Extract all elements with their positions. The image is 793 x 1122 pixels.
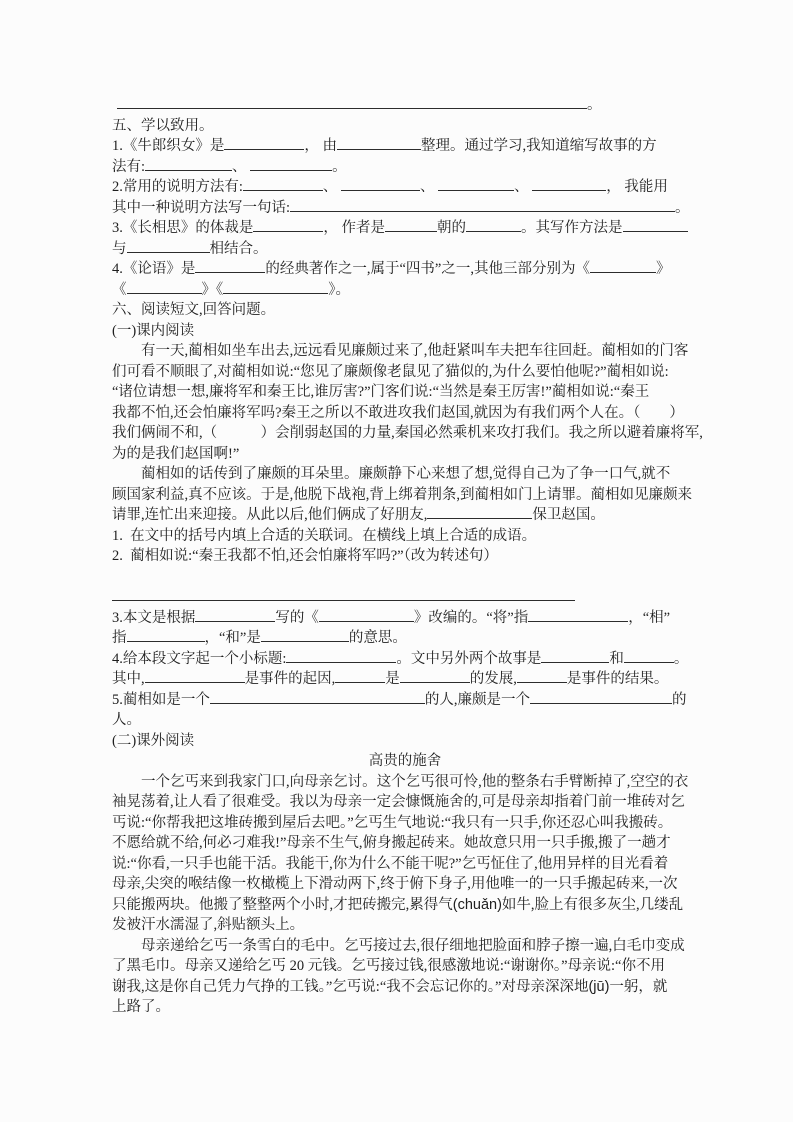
answer-blank: [127, 239, 210, 253]
answer-blank: [623, 218, 688, 232]
text-run: 说:“你看,一只手也能干活。我能干,你为什么不能干呢?”乞丐怔住了,他用异样的目光看着: [112, 855, 669, 872]
text-run: (一)课内阅读: [112, 322, 195, 339]
answer-blank: [335, 669, 385, 683]
part-2-heading: [112, 731, 698, 752]
answer-blank: [127, 280, 202, 294]
text-run: 我都不怕,还会怕廉将军吗?秦王之所以不敢进攻我们赵国,就因为有我们两个人在。（ ）: [112, 404, 684, 421]
passage-1-line-4: [112, 403, 698, 424]
text-run: 了黑毛巾。母亲又递给乞丐 20 元钱。乞丐接过钱,很感激地说:“谢谢你。”母亲说:“你不用: [112, 958, 665, 974]
reading1-q1: [112, 526, 698, 547]
reading1-q3-line-1: [112, 608, 698, 629]
text-run: 一个乞丐来到我家门口,向母亲乞讨。这个乞丐很可怜,他的整条右手臂断掉了,空空的衣: [112, 773, 689, 790]
text-run: 相结合。: [209, 240, 268, 257]
pinyin-annotation: (jū): [588, 978, 610, 995]
text-run: 母亲,尖突的喉结像一枚橄榄上下滑动两下,终于俯下身子,用他唯一的一只手搬起砖来,一次: [112, 876, 678, 892]
text-run: 《: [112, 281, 127, 298]
q1-line-2: [112, 157, 698, 178]
q4-line-1: [112, 259, 698, 280]
text-run: 。文中另外两个故事是: [396, 650, 542, 667]
text-run: 蔺相如的话传到了廉颇的耳朵里。廉颇静下心来想了想,觉得自己为了争一口气,就不: [112, 466, 671, 482]
passage-1-line-7: [112, 464, 698, 485]
answer-blank: [145, 157, 232, 171]
text-run: 5.蔺相如是一个: [112, 691, 210, 708]
text-run: 、: [322, 179, 342, 195]
text-run: 的: [672, 691, 687, 708]
passage-2-line-5: [112, 854, 698, 875]
text-run: 的经典著作之一,属于“四书”之一,其他三部分别为《: [265, 261, 590, 277]
answer-blank: [532, 177, 606, 191]
passage-2-line-12: [112, 997, 698, 1018]
answer-blank: [253, 218, 323, 232]
answer-blank: [223, 280, 328, 294]
answer-blank: [117, 95, 587, 109]
text-run: 顾国家利益,真不应该。于是,他脱下战袍,背上绑着荆条,到蔺相如门上请罪。蔺相如见廉颇来: [112, 486, 692, 503]
text-run: 高贵的施舍: [368, 753, 442, 769]
text-run: “诸位请想一想,廉将军和秦王比,谁厉害?”门客们说:“当然是秦王厉害!”蔺相如说:“秦王: [112, 384, 650, 400]
passage-2-line-7: [112, 895, 698, 916]
q3-line-1: [112, 218, 698, 239]
text-run: 谢我,这是你自己凭力气挣的工钱。”乞丐说:“我不会忘记你的。”对母亲深深地: [112, 978, 589, 995]
text-run: 1.《牛郎织女》是: [112, 138, 225, 154]
passage-1-line-6: [112, 444, 698, 465]
text-run: 。其写作方法是: [521, 220, 623, 236]
text-run: 是事件的起因,: [244, 671, 336, 687]
text-run: 》。: [328, 281, 350, 298]
answer-blank: [337, 136, 421, 150]
text-run: 指: [112, 630, 127, 646]
text-run: 有一天,蔺相如坐车出去,远远看见廉颇过来了,他赶紧叫车夫把车往回赶。蔺相如的门客: [112, 343, 689, 359]
answer-blank: [385, 218, 437, 232]
carryover-answer-line: [112, 95, 698, 116]
answer-blank: [427, 505, 532, 519]
text-run: 其中,: [112, 671, 145, 687]
answer-blank: [319, 608, 414, 622]
text-run: 法有:: [112, 158, 146, 175]
text-run: 其中一种说明方法写一句话:: [112, 199, 291, 216]
passage-2-line-8: [112, 915, 698, 936]
answer-blank: [195, 608, 275, 622]
text-run: ， 由: [304, 138, 337, 154]
text-run: 上路了。: [112, 999, 170, 1015]
passage-2-line-10: [112, 956, 698, 977]
text-run: 整理。通过学习,我知道缩写故事的方: [421, 138, 657, 154]
text-run: 。: [673, 650, 689, 667]
text-run: 六、阅读短文,回答问题。: [112, 302, 276, 318]
answer-blank: [400, 669, 470, 683]
text-run: 与: [112, 240, 127, 257]
text-run: 朝的: [437, 220, 466, 236]
text-run: 母亲递给乞丐一条雪白的毛中。乞丐接过去,很仔细地把脸面和脖子擦一遍,白毛巾变成: [112, 937, 685, 954]
text-run: 》《: [201, 281, 224, 298]
answer-blank: [290, 198, 675, 212]
text-run: ，“和”是: [204, 630, 261, 646]
part-1-heading: [112, 321, 698, 342]
passage-1-line-5: [112, 423, 703, 444]
text-run: ， 作者是: [323, 220, 385, 236]
answer-blank: [195, 259, 265, 273]
answer-blank: [261, 628, 349, 642]
reading1-q2-answer-line: [112, 587, 698, 608]
answer-blank: [341, 177, 420, 191]
answer-blank: [210, 690, 425, 704]
text-run: 袖晃荡着,让人看了很难受。我以为母亲一定会慷慨施舍的,可是母亲却指着门前一堆砖对乞: [112, 794, 685, 810]
q3-line-2: [112, 239, 698, 260]
text-run: 、: [514, 179, 533, 195]
answer-blank: [250, 157, 332, 171]
text-run: 和: [609, 650, 624, 667]
passage-1-line-3: [112, 382, 698, 403]
text-run: 丐说:“你帮我把这堆砖搬到屋后去吧。”乞丐生气地说:“我只有一只手,你还忍心叫我搬砖。: [112, 814, 673, 831]
passage-2-line-11: [112, 977, 698, 998]
reading1-q4-line-2: [112, 669, 698, 690]
text-run: 的人,廉颇是一个: [424, 691, 530, 708]
text-run: 2.常用的说明方法有:: [112, 179, 243, 195]
text-run: 是: [385, 671, 400, 687]
reading1-q4-line-1: [112, 649, 698, 670]
section-6-heading: [112, 300, 698, 321]
passage-1-line-2: [112, 362, 698, 383]
answer-blank: [224, 136, 304, 150]
answer-blank: [286, 649, 396, 663]
spacer-row: [112, 567, 698, 588]
text-run: 。: [332, 158, 347, 175]
text-run: 发被汗水濡湿了,斜贴额头上。: [112, 917, 305, 933]
text-run: 、: [232, 158, 251, 175]
text-run: 的发展,: [469, 671, 517, 687]
text-run: (二)课外阅读: [112, 732, 195, 749]
passage-2-line-3: [112, 813, 698, 834]
answer-blank: [127, 628, 205, 642]
text-run: 。: [675, 199, 690, 216]
answer-blank: [438, 177, 514, 191]
text-run: 》: [656, 261, 671, 277]
q2-line-2: [112, 198, 698, 219]
text-run: 1. 在文中的括号内填上合适的关联词。在横线上填上合适的成语。: [112, 527, 537, 544]
text-run: 保卫赵国。: [532, 507, 605, 523]
passage-2-line-2: [112, 792, 698, 813]
answer-blank: [517, 669, 567, 683]
text-run: 》改编的。“将”指: [413, 609, 529, 626]
answer-blank: [624, 649, 674, 663]
text-run: 4.《论语》是: [112, 261, 196, 277]
text-run: 只能搬两块。他搬了整整两个小时,才把砖搬完,累得气: [112, 896, 453, 913]
reading1-q3-line-2: [112, 628, 698, 649]
text-run: ， 我能用: [606, 179, 668, 195]
answer-blank: [145, 669, 245, 683]
q2-line-1: [112, 177, 698, 198]
answer-blank: [590, 259, 656, 273]
text-run: 2. 蔺相如说:“秦王我都不怕,还会怕廉将军吗?”（改为转述句）: [112, 548, 498, 564]
text-run: 人。: [112, 712, 141, 728]
q4-line-2: [112, 280, 698, 301]
answer-blank: [528, 608, 628, 622]
reading1-q5-line-1: [112, 690, 698, 711]
passage-2-line-4: [112, 833, 698, 854]
passage-2-title: [112, 751, 698, 772]
reading1-q5-line-2: [112, 710, 698, 731]
text-run: 不愿给就不给,何必刁难我!”母亲不生气,俯身搬起砖来。她故意只用一只手搬,搬了一趟才: [112, 835, 671, 851]
reading1-q2: [112, 546, 698, 567]
text-run: 3.本文是根据: [112, 609, 196, 626]
passage-2-line-6: [112, 874, 698, 895]
text-run: 4.给本段文字起一个小标题:: [112, 650, 287, 667]
answer-blank: [466, 218, 521, 232]
passage-1-line-9: [112, 505, 698, 526]
text-run: 写的《: [275, 609, 319, 626]
text-run: 是事件的结果。: [566, 671, 669, 687]
pinyin-annotation: (chuǎn): [452, 896, 502, 913]
document-body: [112, 95, 703, 1018]
q1-line-1: [112, 136, 698, 157]
answer-blank: [243, 177, 323, 191]
text-run: 3.《长相思》的体裁是: [112, 220, 254, 236]
text-run: ，“相”: [628, 609, 671, 626]
answer-blank: [530, 690, 672, 704]
text-run: 的意思。: [348, 630, 407, 646]
text-run: 们可看不顺眼了,对蔺相如说:“您见了廉颇像老鼠见了猫似的,为什么要怕他呢?”蔺相如说:: [112, 363, 669, 380]
text-run: 请罪,连忙出来迎接。从此以后,他们俩成了好朋友,: [112, 507, 428, 523]
text-run: 。: [587, 97, 602, 113]
text-run: 、: [420, 179, 439, 195]
passage-2-line-9: [112, 936, 698, 957]
passage-1-line-8: [112, 485, 698, 506]
text-run: 如牛,脸上有很多灰尘,几缕乱: [501, 896, 684, 913]
passage-2-line-1: [112, 772, 698, 793]
text-run: 五、学以致用。: [112, 117, 214, 134]
passage-1-line-1: [112, 341, 698, 362]
answer-blank: [541, 649, 609, 663]
text-run: 我们俩闹不和,（ ）会削弱赵国的力量,秦国必然乘机来攻打我们。我之所以避着廉将军,: [112, 425, 703, 441]
answer-blank: [112, 587, 575, 601]
section-5-heading: [112, 116, 698, 137]
text-run: 为的是我们赵国啊!”: [112, 445, 240, 462]
text-run: 一躬，就: [609, 978, 668, 995]
